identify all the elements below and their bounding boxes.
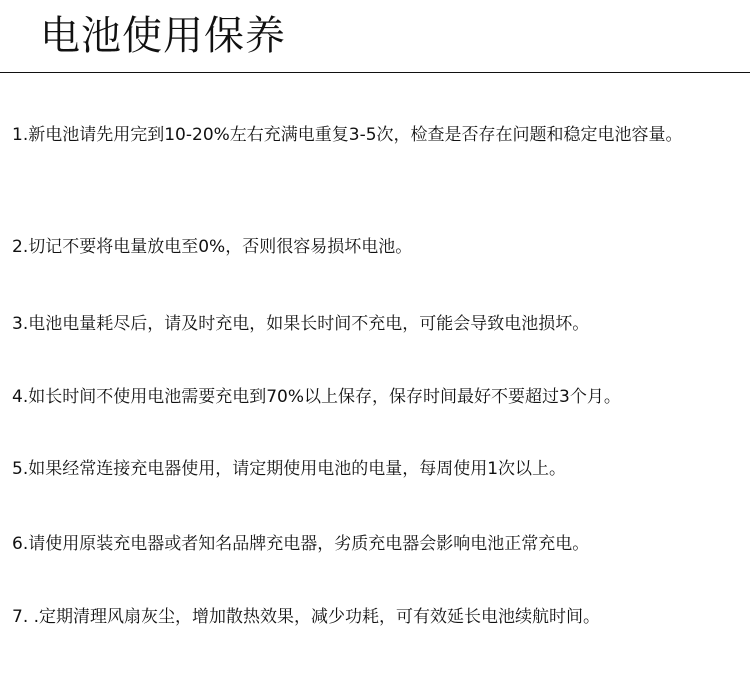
tip-item — [12, 452, 742, 486]
tip-item — [12, 307, 742, 341]
tip-item — [12, 230, 742, 264]
tip-number: 2. — [12, 237, 29, 257]
tip-text: 如长时间不使用电池需要充电到70%以上保存，保存时间最好不要超过3个月。 — [28, 387, 621, 407]
tip-item — [12, 118, 742, 152]
tip-number: 6. — [12, 534, 29, 554]
tip-number: 1. — [12, 125, 29, 145]
tip-text: 电池电量耗尽后，请及时充电，如果长时间不充电，可能会导致电池损坏。 — [28, 314, 590, 334]
tip-text: 请使用原装充电器或者知名品牌充电器，劣质充电器会影响电池正常充电。 — [28, 534, 590, 554]
tip-item — [12, 527, 742, 561]
tip-number: 7. . — [12, 607, 40, 627]
tip-text: 如果经常连接充电器使用，请定期使用电池的电量，每周使用1次以上。 — [28, 459, 567, 479]
tip-number: 4. — [12, 387, 29, 407]
page-title: 电池使用保养 — [40, 13, 286, 59]
tip-text: 切记不要将电量放电至0%，否则很容易损坏电池。 — [28, 237, 413, 257]
tip-text: 定期清理风扇灰尘，增加散热效果，减少功耗，可有效延长电池续航时间。 — [39, 607, 601, 627]
tip-text: 新电池请先用完到10-20%左右充满电重复3-5次，检查是否存在问题和稳定电池容量。 — [28, 125, 683, 145]
tip-item — [12, 380, 742, 414]
tip-number: 5. — [12, 459, 29, 479]
page-header — [0, 0, 750, 73]
tip-item — [12, 600, 742, 634]
tip-number: 3. — [12, 314, 29, 334]
